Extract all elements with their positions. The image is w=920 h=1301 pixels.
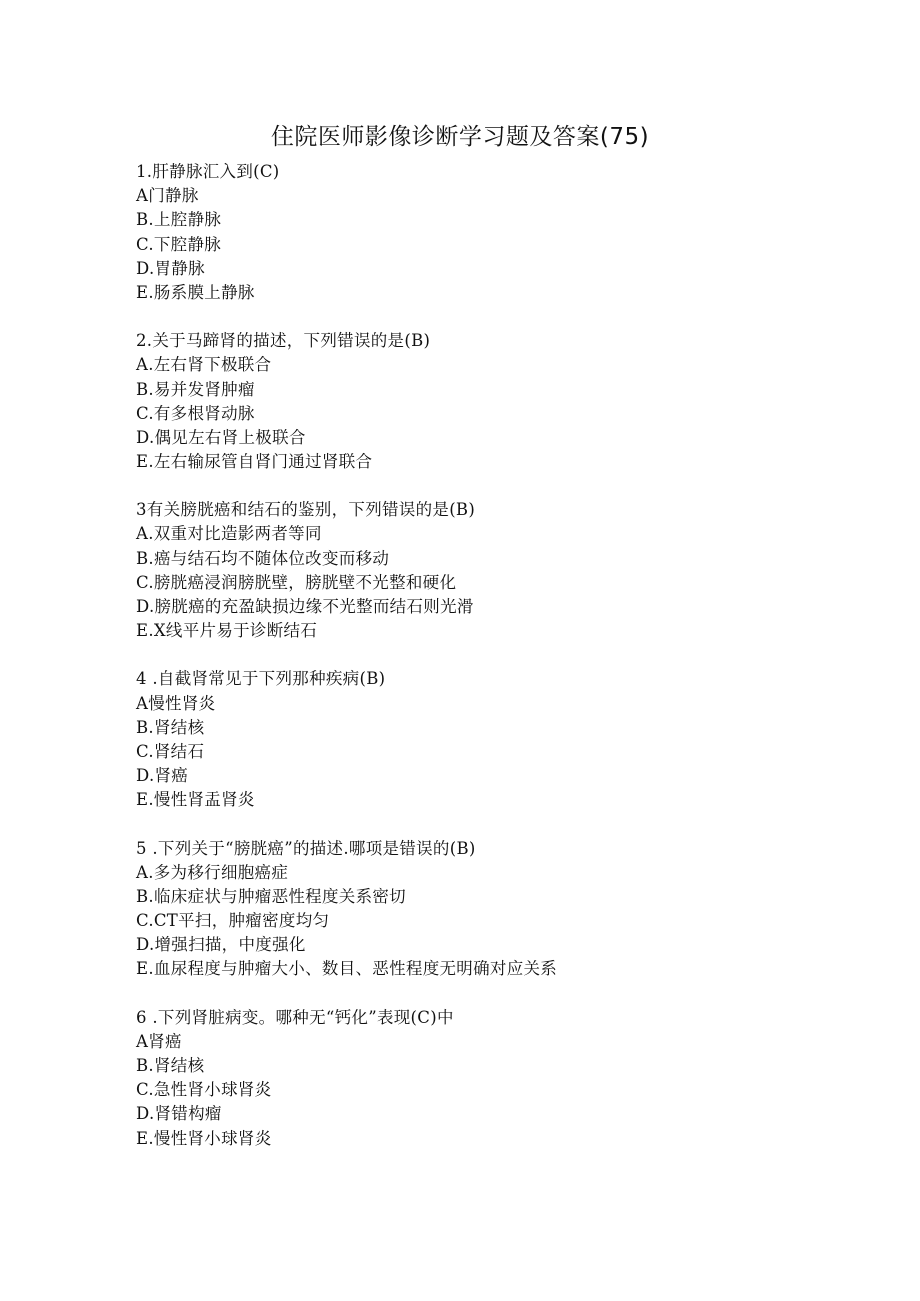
question-item: [136, 1006, 836, 1151]
question-stem: 1.肝静脉汇入到(C): [136, 162, 280, 181]
answer-option: A.多为移行细胞癌症: [136, 862, 289, 882]
answer-option: D.膀胱癌的充盈缺损边缘不光整而结石则光滑: [136, 597, 474, 616]
question-item: [136, 498, 836, 643]
answer-option: B.上腔静脉: [136, 210, 222, 230]
answer-option: C.CT平扫，肿瘤密度均匀: [136, 911, 330, 931]
question-item: [136, 329, 836, 474]
answer-option: E.X线平片易于诊断结石: [136, 621, 318, 641]
answer-option: B.肾结核: [136, 717, 205, 737]
answer-option: B.易并发肾肿瘤: [136, 379, 255, 399]
answer-option: E.肠系膜上静脉: [136, 282, 255, 302]
answer-option: C.急性肾小球肾炎: [136, 1080, 272, 1100]
answer-option: C.有多根肾动脉: [136, 403, 255, 423]
answer-option: D.增强扫描，中度强化: [136, 935, 306, 955]
answer-option: C.肾结石: [136, 741, 205, 761]
answer-option: C.膀胱癌浸润膀胱壁，膀胱壁不光整和硬化: [136, 572, 457, 592]
answer-option: A慢性肾炎: [136, 693, 216, 713]
question-stem: 5 .下列关于“膀胱癌”的描述.哪项是错误的(B): [136, 838, 476, 858]
answer-option: A肾癌: [136, 1031, 182, 1051]
question-stem: 3有关膀胱癌和结石的鉴别，下列错误的是(B): [136, 500, 476, 520]
question-item: [136, 667, 836, 812]
answer-option: A.左右肾下极联合: [136, 355, 272, 375]
question-list: [136, 160, 836, 1175]
answer-option: B.癌与结石均不随体位改变而移动: [136, 548, 390, 568]
answer-option: B.临床症状与肿瘤恶性程度关系密切: [136, 886, 406, 906]
answer-option: A.双重对比造影两者等同: [136, 524, 322, 544]
question-stem: 2.关于马蹄肾的描述，下列错误的是(B): [136, 331, 431, 351]
question-stem: 4 .自截肾常见于下列那种疾病(B): [136, 669, 386, 689]
document-title: 住院医师影像诊断学习题及答案(75): [270, 124, 650, 150]
answer-option: D.胃静脉: [136, 258, 205, 278]
answer-option: E.血尿程度与肿瘤大小、数目、恶性程度无明确对应关系: [136, 959, 558, 979]
question-stem: 6 .下列肾脏病变。哪种无“钙化”表现(C)中: [136, 1007, 454, 1027]
answer-option: D.肾错构瘤: [136, 1104, 222, 1124]
answer-option: C.下腔静脉: [136, 234, 222, 254]
answer-option: B.肾结核: [136, 1056, 205, 1075]
answer-option: A门静脉: [136, 186, 199, 206]
answer-option: E.慢性肾小球肾炎: [136, 1128, 272, 1148]
answer-option: D.偶见左右肾上极联合: [136, 427, 306, 447]
answer-option: E.慢性肾盂肾炎: [136, 790, 255, 810]
answer-option: D.肾癌: [136, 766, 189, 786]
question-item: [136, 160, 836, 305]
answer-option: E.左右输尿管自肾门通过肾联合: [136, 452, 373, 472]
question-item: [136, 837, 836, 982]
